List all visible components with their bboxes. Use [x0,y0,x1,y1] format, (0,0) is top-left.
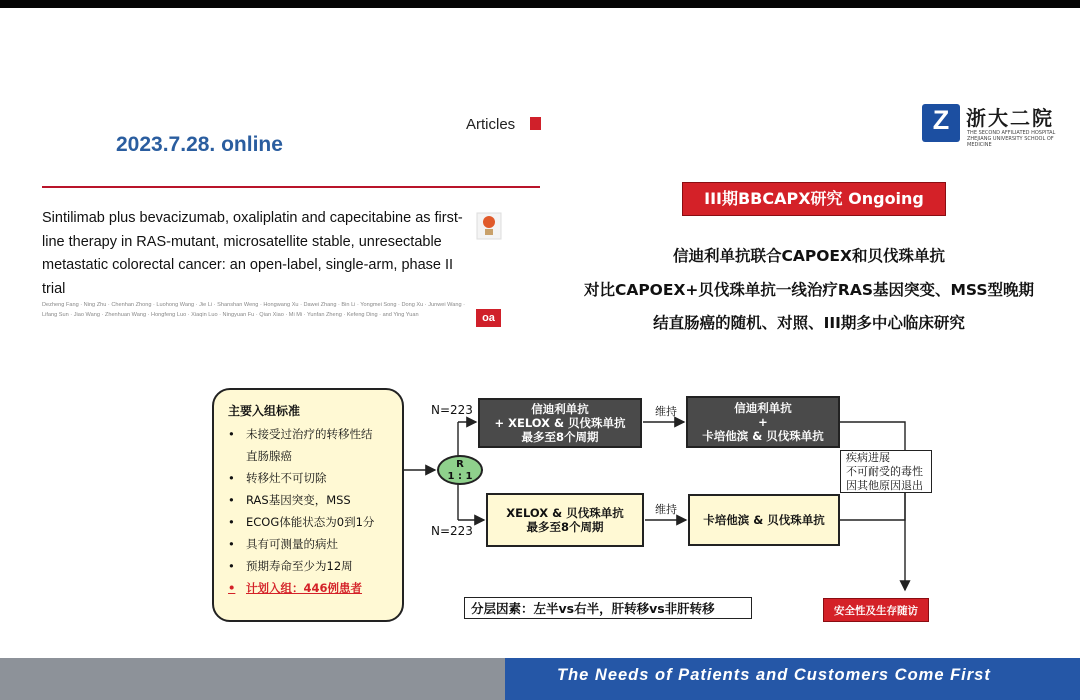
stratification-factors: 分层因素：左半vs右半，肝转移vs非肝转移 [464,597,752,619]
criteria-enrollment: • 计划入组：446例患者 [228,581,363,595]
arm-b-sample-size: N=223 [431,524,473,538]
footer-slogan: The Needs of Patients and Customers Come First [557,666,991,684]
arm-a-sample-size: N=223 [431,403,473,417]
articles-label: Articles [466,116,516,133]
criteria-title: 主要入组标准 [228,404,301,418]
paper-authors: Dezheng Fang · Ning Zhu · Chenhan Zhong · Luohong Wang · Jie Li · Shanshan Weng · Hongwang Xu · Dawei Zhang · Bin Li · Yongmei Song · Dong Xu · Junwei Wang · Lifang Sun · Jiao Wang · Zhenhuan Wang · Hongfeng Luo · Xiaqin Luo · Ningyuan Fu · Qian Xiao · Mi Mi · Yunfan Zheng · Kefeng Ding · and Ying Yuan [42,302,465,318]
arm-a-maintenance-box: 信迪利单抗 + 卡培他滨 & 贝伐珠单抗 [686,396,840,448]
criteria-item: • ECOG体能状态为0到1分 [228,515,375,529]
endpoint-box: 安全性及生存随访 [823,598,929,622]
headline-line-2: 对比CAPOEX+贝伐珠单抗一线治疗RAS基因突变、MSS型晚期 [583,281,1035,299]
publication-date: 2023.7.28. online [116,133,283,156]
paper-title: Sintilimab plus bevacizumab, oxaliplatin and capecitabine as first-line therapy in RAS-mutant, microsatellite stable, unresectable metastatic colorectal cancer: an open-label, single-arm, phase II trial [42,210,463,297]
logo-letter: Z [932,105,950,135]
arm-a-induction-box: 信迪利单抗 + XELOX & 贝伐珠单抗 最多至8个周期 [478,398,642,448]
hospital-subtitle: THE SECOND AFFILIATED HOSPITAL ZHEJIANG UNIVERSITY SCHOOL OF MEDICINE [967,130,1056,148]
discontinuation-box: 疾病进展 不可耐受的毒性 因其他原因退出 [840,450,932,493]
criteria-item: • RAS基因突变，MSS [228,493,351,507]
randomization-node: R 1 : 1 [437,455,483,485]
arm-b-maintenance-box: 卡培他滨 & 贝伐珠单抗 [688,494,840,546]
criteria-item: • 未接受过治疗的转移性结 [228,427,373,441]
criteria-item: • 具有可测量的病灶 [228,537,338,551]
hospital-name: 浙大二院 [966,106,1054,130]
headline-line-3: 结直肠癌的随机、对照、III期多中心临床研究 [653,314,965,332]
inclusion-criteria-box [212,388,404,622]
criteria-item: 直肠腺癌 [246,449,292,463]
criteria-item: • 转移灶不可切除 [228,471,327,485]
arm-a-maintain-label: 维持 [655,405,677,418]
arm-b-induction-box: XELOX & 贝伐珠单抗 最多至8个周期 [486,493,644,547]
headline-line-1: 信迪利单抗联合CAPOEX和贝伐珠单抗 [673,247,945,265]
open-access-badge: oa [476,309,501,327]
study-banner: III期BBCAPX研究 Ongoing [682,182,946,216]
criteria-item: • 预期寿命至少为12周 [228,559,353,573]
arm-b-maintain-label: 维持 [655,503,677,516]
